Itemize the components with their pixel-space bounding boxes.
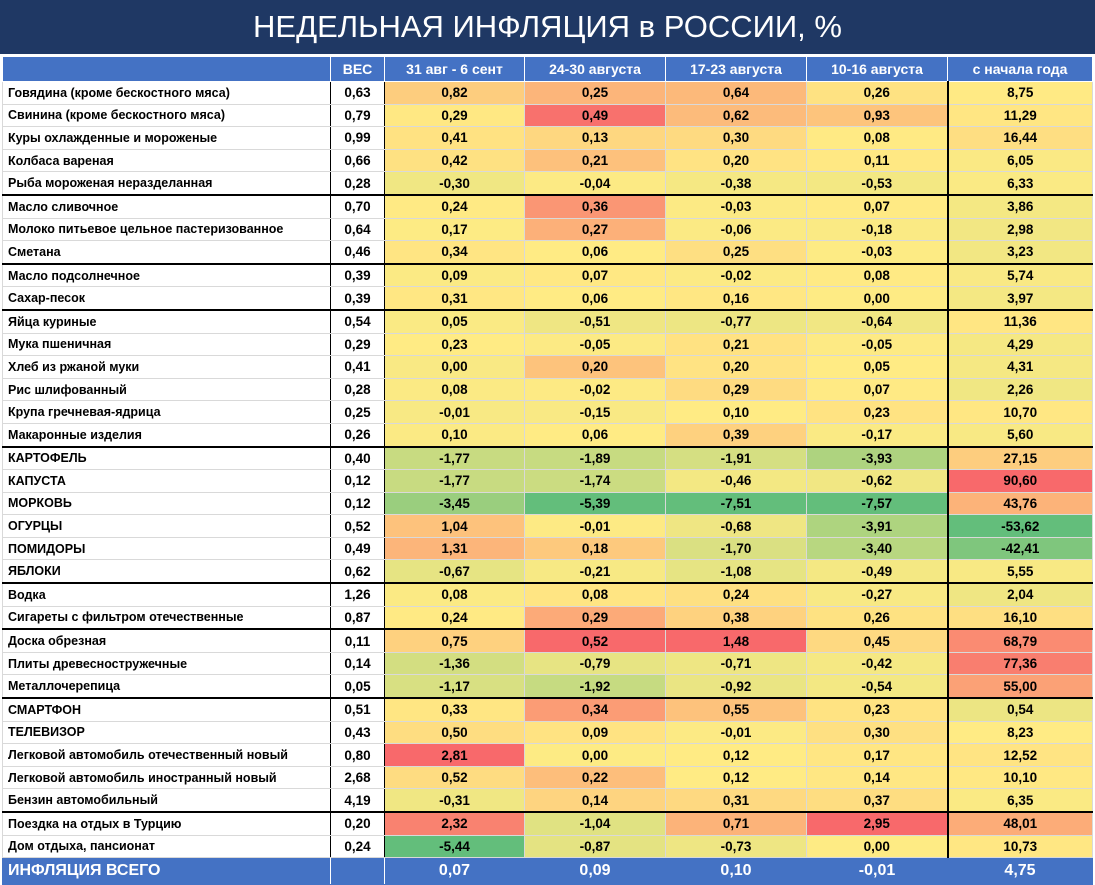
- table-row: [3, 149, 1093, 172]
- total-value-cell: 4,75: [948, 858, 1093, 885]
- value-cell: 0,17: [807, 744, 948, 767]
- value-cell: -3,91: [807, 515, 948, 538]
- value-cell: 0,00: [807, 287, 948, 310]
- total-label: ИНФЛЯЦИЯ ВСЕГО: [3, 858, 331, 885]
- value-cell: -1,04: [525, 812, 666, 835]
- ytd-cell: 3,86: [948, 195, 1093, 218]
- value-cell: 0,23: [807, 401, 948, 424]
- value-cell: -0,02: [525, 378, 666, 401]
- value-cell: 0,18: [525, 537, 666, 560]
- value-cell: 0,50: [385, 721, 525, 744]
- value-cell: 0,25: [525, 82, 666, 105]
- value-cell: -0,01: [385, 401, 525, 424]
- value-cell: 0,64: [666, 82, 807, 105]
- ytd-cell: 2,04: [948, 583, 1093, 606]
- weight-cell: 0,20: [331, 812, 385, 835]
- value-cell: 0,20: [525, 356, 666, 379]
- row-label: Сигареты с фильтром отечественные: [3, 606, 331, 629]
- ytd-cell: 43,76: [948, 492, 1093, 515]
- value-cell: 0,06: [525, 423, 666, 446]
- value-cell: -0,79: [525, 652, 666, 675]
- value-cell: 0,38: [666, 606, 807, 629]
- value-cell: 0,09: [525, 721, 666, 744]
- value-cell: 0,62: [666, 104, 807, 127]
- weight-cell: 0,64: [331, 218, 385, 241]
- row-label: МОРКОВЬ: [3, 492, 331, 515]
- value-cell: 0,07: [807, 195, 948, 218]
- value-cell: 0,52: [385, 766, 525, 789]
- row-label: Молоко питьевое цельное пастеризованное: [3, 218, 331, 241]
- value-cell: -0,03: [666, 195, 807, 218]
- value-cell: -1,36: [385, 652, 525, 675]
- row-label: Бензин автомобильный: [3, 789, 331, 812]
- row-label: Поездка на отдых в Турцию: [3, 812, 331, 835]
- weight-cell: 0,40: [331, 447, 385, 470]
- value-cell: -0,51: [525, 310, 666, 333]
- row-label: Говядина (кроме бескостного мяса): [3, 82, 331, 105]
- value-cell: -7,51: [666, 492, 807, 515]
- value-cell: 0,34: [525, 698, 666, 721]
- value-cell: 0,49: [525, 104, 666, 127]
- weight-cell: 0,70: [331, 195, 385, 218]
- value-cell: 0,93: [807, 104, 948, 127]
- value-cell: -3,93: [807, 447, 948, 470]
- table-row: [3, 606, 1093, 629]
- value-cell: -0,15: [525, 401, 666, 424]
- table-row: [3, 789, 1093, 812]
- header-week-2: 24-30 августа: [525, 57, 666, 82]
- ytd-cell: 5,74: [948, 264, 1093, 287]
- weight-cell: 0,49: [331, 537, 385, 560]
- value-cell: -0,30: [385, 172, 525, 195]
- table-row: [3, 264, 1093, 287]
- table-row: [3, 698, 1093, 721]
- ytd-cell: 8,23: [948, 721, 1093, 744]
- value-cell: -0,06: [666, 218, 807, 241]
- value-cell: -0,67: [385, 560, 525, 583]
- value-cell: -1,77: [385, 470, 525, 493]
- table-row: [3, 537, 1093, 560]
- value-cell: -1,89: [525, 447, 666, 470]
- table-row: [3, 287, 1093, 310]
- value-cell: -0,04: [525, 172, 666, 195]
- row-label: Масло сливочное: [3, 195, 331, 218]
- value-cell: -0,02: [666, 264, 807, 287]
- value-cell: 0,41: [385, 127, 525, 150]
- weight-cell: 0,12: [331, 492, 385, 515]
- value-cell: 0,21: [666, 333, 807, 356]
- table-row: [3, 515, 1093, 538]
- ytd-cell: 3,23: [948, 241, 1093, 264]
- row-label: Рис шлифованный: [3, 378, 331, 401]
- weight-cell: 0,11: [331, 629, 385, 652]
- value-cell: -0,05: [807, 333, 948, 356]
- row-label: Масло подсолнечное: [3, 264, 331, 287]
- weight-cell: 0,51: [331, 698, 385, 721]
- value-cell: 0,23: [807, 698, 948, 721]
- value-cell: 0,06: [525, 287, 666, 310]
- value-cell: -3,40: [807, 537, 948, 560]
- value-cell: 0,06: [525, 241, 666, 264]
- value-cell: 0,29: [385, 104, 525, 127]
- row-label: Доска обрезная: [3, 629, 331, 652]
- value-cell: 0,36: [525, 195, 666, 218]
- ytd-cell: 16,10: [948, 606, 1093, 629]
- ytd-cell: 48,01: [948, 812, 1093, 835]
- value-cell: 1,48: [666, 629, 807, 652]
- ytd-cell: 6,35: [948, 789, 1093, 812]
- value-cell: 0,42: [385, 149, 525, 172]
- value-cell: 0,05: [807, 356, 948, 379]
- value-cell: 2,32: [385, 812, 525, 835]
- value-cell: 0,33: [385, 698, 525, 721]
- value-cell: 0,17: [385, 218, 525, 241]
- ytd-cell: 12,52: [948, 744, 1093, 767]
- weight-cell: 0,41: [331, 356, 385, 379]
- table-row: [3, 629, 1093, 652]
- inflation-table: [2, 56, 1093, 885]
- value-cell: 0,39: [666, 423, 807, 446]
- value-cell: 0,09: [385, 264, 525, 287]
- ytd-cell: 68,79: [948, 629, 1093, 652]
- value-cell: -0,05: [525, 333, 666, 356]
- header-name: [3, 57, 331, 82]
- table-row: [3, 766, 1093, 789]
- value-cell: -0,92: [666, 675, 807, 698]
- ytd-cell: 11,29: [948, 104, 1093, 127]
- row-label: ЯБЛОКИ: [3, 560, 331, 583]
- row-label: Крупа гречневая-ядрица: [3, 401, 331, 424]
- table-row: [3, 356, 1093, 379]
- table-row: [3, 104, 1093, 127]
- value-cell: 0,24: [666, 583, 807, 606]
- value-cell: -1,08: [666, 560, 807, 583]
- ytd-cell: 0,54: [948, 698, 1093, 721]
- ytd-cell: 10,10: [948, 766, 1093, 789]
- value-cell: -0,01: [666, 721, 807, 744]
- weight-cell: 0,52: [331, 515, 385, 538]
- ytd-cell: 4,29: [948, 333, 1093, 356]
- ytd-cell: 2,26: [948, 378, 1093, 401]
- weight-cell: 0,12: [331, 470, 385, 493]
- weight-cell: 0,54: [331, 310, 385, 333]
- row-label: Легковой автомобиль отечественный новый: [3, 744, 331, 767]
- value-cell: -5,44: [385, 835, 525, 858]
- value-cell: -0,73: [666, 835, 807, 858]
- row-label: СМАРТФОН: [3, 698, 331, 721]
- value-cell: 0,30: [807, 721, 948, 744]
- weight-cell: 2,68: [331, 766, 385, 789]
- value-cell: 0,21: [525, 149, 666, 172]
- value-cell: 0,24: [385, 606, 525, 629]
- table-row: [3, 583, 1093, 606]
- value-cell: 0,75: [385, 629, 525, 652]
- value-cell: 0,29: [525, 606, 666, 629]
- value-cell: 2,95: [807, 812, 948, 835]
- value-cell: -0,31: [385, 789, 525, 812]
- ytd-cell: 11,36: [948, 310, 1093, 333]
- table-row: [3, 447, 1093, 470]
- total-value-cell: 0,09: [525, 858, 666, 885]
- value-cell: 0,10: [385, 423, 525, 446]
- weight-cell: 0,25: [331, 401, 385, 424]
- value-cell: 0,00: [807, 835, 948, 858]
- value-cell: 0,23: [385, 333, 525, 356]
- ytd-cell: 8,75: [948, 82, 1093, 105]
- value-cell: -0,38: [666, 172, 807, 195]
- header-weight: ВЕС: [331, 57, 385, 82]
- value-cell: 0,13: [525, 127, 666, 150]
- value-cell: -5,39: [525, 492, 666, 515]
- ytd-cell: 16,44: [948, 127, 1093, 150]
- value-cell: 0,08: [807, 127, 948, 150]
- value-cell: -0,27: [807, 583, 948, 606]
- value-cell: 2,81: [385, 744, 525, 767]
- ytd-cell: 5,60: [948, 423, 1093, 446]
- ytd-cell: 10,70: [948, 401, 1093, 424]
- table-row: [3, 492, 1093, 515]
- value-cell: -0,18: [807, 218, 948, 241]
- value-cell: -0,01: [525, 515, 666, 538]
- weight-cell: 0,43: [331, 721, 385, 744]
- weight-cell: 0,26: [331, 423, 385, 446]
- value-cell: 0,12: [666, 766, 807, 789]
- weight-cell: 4,19: [331, 789, 385, 812]
- value-cell: 0,24: [385, 195, 525, 218]
- row-label: ТЕЛЕВИЗОР: [3, 721, 331, 744]
- value-cell: 0,30: [666, 127, 807, 150]
- weight-cell: 1,26: [331, 583, 385, 606]
- value-cell: 0,37: [807, 789, 948, 812]
- value-cell: 0,55: [666, 698, 807, 721]
- row-label: Металлочерепица: [3, 675, 331, 698]
- value-cell: -0,54: [807, 675, 948, 698]
- row-label: Свинина (кроме бескостного мяса): [3, 104, 331, 127]
- row-label: ПОМИДОРЫ: [3, 537, 331, 560]
- value-cell: 0,11: [807, 149, 948, 172]
- weight-cell: 0,99: [331, 127, 385, 150]
- value-cell: 0,22: [525, 766, 666, 789]
- row-label: Рыба мороженая неразделанная: [3, 172, 331, 195]
- value-cell: -1,17: [385, 675, 525, 698]
- table-row: [3, 812, 1093, 835]
- row-label: Сахар-песок: [3, 287, 331, 310]
- header-week-3: 17-23 августа: [666, 57, 807, 82]
- row-label: КАРТОФЕЛЬ: [3, 447, 331, 470]
- weight-cell: 0,80: [331, 744, 385, 767]
- value-cell: -1,92: [525, 675, 666, 698]
- header-week-4: 10-16 августа: [807, 57, 948, 82]
- table-body: [3, 82, 1093, 885]
- value-cell: -0,64: [807, 310, 948, 333]
- value-cell: 0,25: [666, 241, 807, 264]
- weight-cell: 0,46: [331, 241, 385, 264]
- ytd-cell: 6,05: [948, 149, 1093, 172]
- value-cell: 0,29: [666, 378, 807, 401]
- row-label: Легковой автомобиль иностранный новый: [3, 766, 331, 789]
- ytd-cell: 55,00: [948, 675, 1093, 698]
- value-cell: -0,49: [807, 560, 948, 583]
- value-cell: 0,12: [666, 744, 807, 767]
- weight-cell: 0,28: [331, 172, 385, 195]
- ytd-cell: 6,33: [948, 172, 1093, 195]
- value-cell: 0,08: [385, 583, 525, 606]
- value-cell: -1,91: [666, 447, 807, 470]
- value-cell: -3,45: [385, 492, 525, 515]
- table-row: [3, 423, 1093, 446]
- value-cell: 0,26: [807, 606, 948, 629]
- table-row: [3, 241, 1093, 264]
- value-cell: 0,00: [385, 356, 525, 379]
- ytd-cell: 10,73: [948, 835, 1093, 858]
- value-cell: 0,20: [666, 149, 807, 172]
- value-cell: -1,70: [666, 537, 807, 560]
- row-label: Дом отдыха, пансионат: [3, 835, 331, 858]
- row-label: Макаронные изделия: [3, 423, 331, 446]
- table-row: [3, 378, 1093, 401]
- total-row: [3, 858, 1093, 885]
- header-week-1: 31 авг - 6 сент: [385, 57, 525, 82]
- value-cell: -0,62: [807, 470, 948, 493]
- value-cell: 0,31: [385, 287, 525, 310]
- ytd-cell: 2,98: [948, 218, 1093, 241]
- table-row: [3, 835, 1093, 858]
- value-cell: -0,71: [666, 652, 807, 675]
- total-value-cell: 0,07: [385, 858, 525, 885]
- ytd-cell: 5,55: [948, 560, 1093, 583]
- table-row: [3, 721, 1093, 744]
- ytd-cell: 4,31: [948, 356, 1093, 379]
- row-label: КАПУСТА: [3, 470, 331, 493]
- total-value-cell: 0,10: [666, 858, 807, 885]
- table-row: [3, 310, 1093, 333]
- value-cell: 0,20: [666, 356, 807, 379]
- weight-cell: 0,28: [331, 378, 385, 401]
- value-cell: -0,46: [666, 470, 807, 493]
- value-cell: 0,27: [525, 218, 666, 241]
- row-label: Колбаса вареная: [3, 149, 331, 172]
- value-cell: 0,14: [525, 789, 666, 812]
- weight-cell: 0,79: [331, 104, 385, 127]
- table-row: [3, 172, 1093, 195]
- ytd-cell: 3,97: [948, 287, 1093, 310]
- weight-cell: 0,29: [331, 333, 385, 356]
- value-cell: 0,05: [385, 310, 525, 333]
- total-value-cell: -0,01: [807, 858, 948, 885]
- ytd-cell: 77,36: [948, 652, 1093, 675]
- table-row: [3, 470, 1093, 493]
- value-cell: -1,77: [385, 447, 525, 470]
- weight-cell: 0,87: [331, 606, 385, 629]
- value-cell: -0,53: [807, 172, 948, 195]
- header-row: [3, 57, 1093, 82]
- row-label: ОГУРЦЫ: [3, 515, 331, 538]
- value-cell: 0,08: [385, 378, 525, 401]
- value-cell: 0,34: [385, 241, 525, 264]
- value-cell: 0,08: [807, 264, 948, 287]
- value-cell: 1,04: [385, 515, 525, 538]
- value-cell: 0,26: [807, 82, 948, 105]
- ytd-cell: -53,62: [948, 515, 1093, 538]
- table-row: [3, 195, 1093, 218]
- value-cell: -0,21: [525, 560, 666, 583]
- value-cell: 0,07: [807, 378, 948, 401]
- weight-cell: 0,24: [331, 835, 385, 858]
- value-cell: 0,16: [666, 287, 807, 310]
- total-weight-cell: [331, 858, 385, 885]
- value-cell: 0,08: [525, 583, 666, 606]
- row-label: Плиты древесностружечные: [3, 652, 331, 675]
- value-cell: -0,68: [666, 515, 807, 538]
- value-cell: 0,31: [666, 789, 807, 812]
- value-cell: -1,74: [525, 470, 666, 493]
- value-cell: 0,52: [525, 629, 666, 652]
- value-cell: 0,71: [666, 812, 807, 835]
- ytd-cell: 27,15: [948, 447, 1093, 470]
- weight-cell: 0,66: [331, 149, 385, 172]
- row-label: Водка: [3, 583, 331, 606]
- ytd-cell: -42,41: [948, 537, 1093, 560]
- row-label: Яйца куриные: [3, 310, 331, 333]
- table-row: [3, 127, 1093, 150]
- ytd-cell: 90,60: [948, 470, 1093, 493]
- value-cell: -7,57: [807, 492, 948, 515]
- header-ytd: с начала года: [948, 57, 1093, 82]
- weight-cell: 0,39: [331, 287, 385, 310]
- value-cell: -0,77: [666, 310, 807, 333]
- table-row: [3, 401, 1093, 424]
- row-label: Мука пшеничная: [3, 333, 331, 356]
- value-cell: 1,31: [385, 537, 525, 560]
- page-title: НЕДЕЛЬНАЯ ИНФЛЯЦИЯ в РОССИИ, %: [0, 0, 1095, 54]
- table-row: [3, 560, 1093, 583]
- weight-cell: 0,62: [331, 560, 385, 583]
- table-row: [3, 333, 1093, 356]
- value-cell: -0,03: [807, 241, 948, 264]
- value-cell: 0,10: [666, 401, 807, 424]
- value-cell: 0,82: [385, 82, 525, 105]
- value-cell: 0,14: [807, 766, 948, 789]
- table-row: [3, 675, 1093, 698]
- table-row: [3, 82, 1093, 105]
- weight-cell: 0,63: [331, 82, 385, 105]
- weight-cell: 0,39: [331, 264, 385, 287]
- value-cell: 0,00: [525, 744, 666, 767]
- value-cell: -0,17: [807, 423, 948, 446]
- weight-cell: 0,14: [331, 652, 385, 675]
- table-row: [3, 218, 1093, 241]
- value-cell: -0,42: [807, 652, 948, 675]
- value-cell: 0,45: [807, 629, 948, 652]
- row-label: Хлеб из ржаной муки: [3, 356, 331, 379]
- value-cell: 0,07: [525, 264, 666, 287]
- weight-cell: 0,05: [331, 675, 385, 698]
- row-label: Сметана: [3, 241, 331, 264]
- table-row: [3, 744, 1093, 767]
- table-row: [3, 652, 1093, 675]
- value-cell: -0,87: [525, 835, 666, 858]
- row-label: Куры охлажденные и мороженые: [3, 127, 331, 150]
